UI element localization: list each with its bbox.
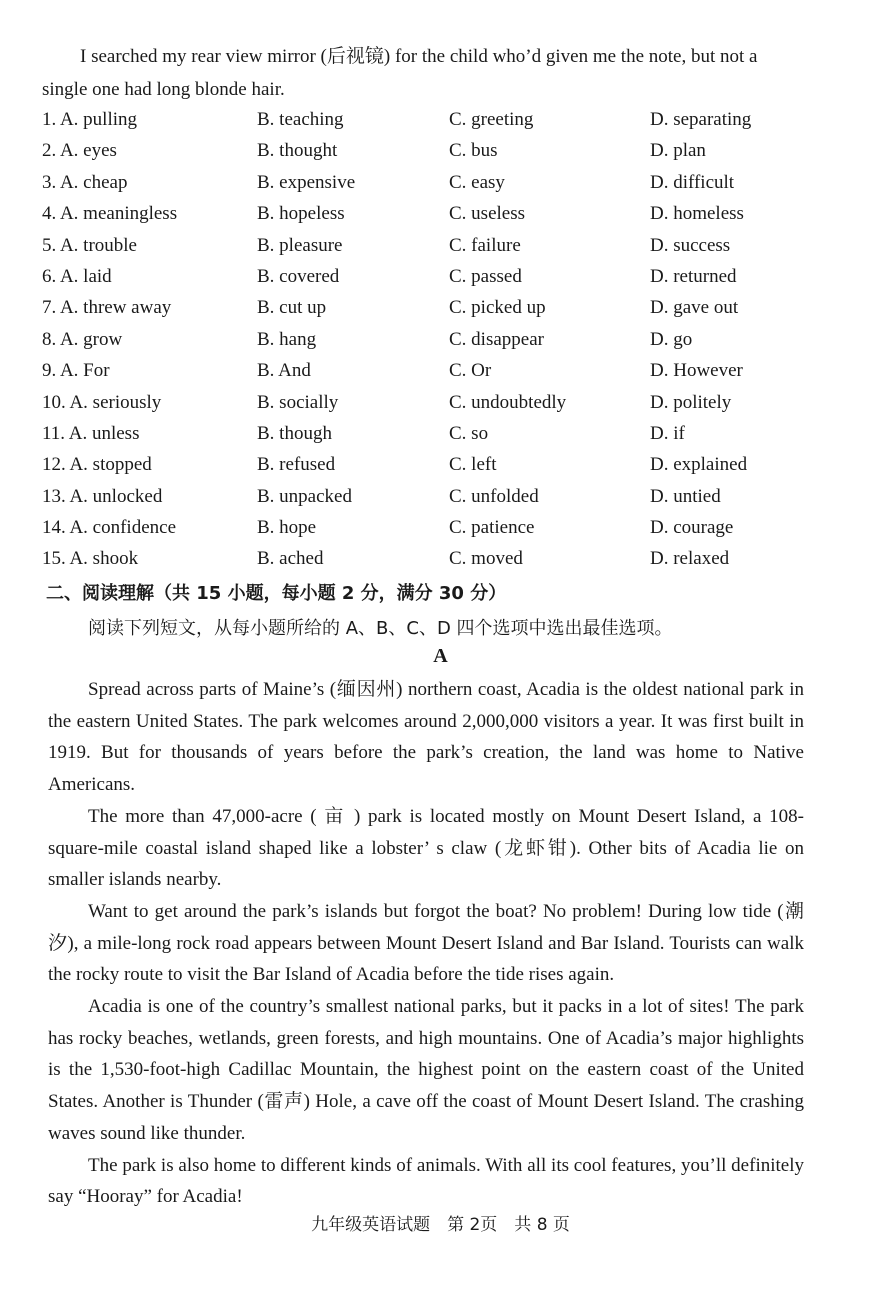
- option-a: 4. A. meaningless: [42, 203, 178, 225]
- option-row: [42, 230, 822, 261]
- option-c: C. Or: [449, 360, 492, 382]
- option-b: B. hope: [257, 517, 317, 539]
- option-row: [42, 135, 822, 166]
- passage-paragraph: Acadia is one of the country’s smallest national parks, but it packs in a lot of sites! The park has rocky beaches, wetlands, green forests, and high mountains. One of Acadia’s major highlights is the 1,530-foot-high Cadillac Mountain, the highest point on the eastern coast of the United States. Another is Thunder (雷声) Hole, a cave off the coast of Mount Desert Island. The crashing waves sound like thunder.: [48, 996, 804, 1144]
- passage-paragraph: Spread across parts of Maine’s (缅因州) northern coast, Acadia is the oldest national park in the eastern United States. The park welcomes around 2,000,000 visitors a year. It was first built in 1919. But for thousands of years before the park’s creation, the land was home to Native Americans.: [48, 679, 804, 796]
- option-d: D. relaxed: [650, 548, 730, 570]
- option-b: B. refused: [257, 454, 336, 476]
- option-c: C. passed: [449, 265, 522, 287]
- option-a: 3. A. cheap: [42, 171, 128, 193]
- option-a: 13. A. unlocked: [42, 485, 163, 507]
- option-a: 14. A. confidence: [42, 517, 177, 539]
- intro-line-1: I searched my rear view mirror (后视镜) for the child who’d given me the note, but not a: [80, 46, 758, 67]
- option-a: 15. A. shook: [42, 548, 139, 570]
- intro-text: [42, 40, 802, 106]
- option-d: D. gave out: [650, 297, 739, 319]
- option-a: 2. A. eyes: [42, 140, 117, 162]
- option-d: D. go: [650, 328, 693, 350]
- option-a: 12. A. stopped: [42, 454, 152, 476]
- option-d: D. untied: [650, 485, 721, 507]
- option-c: C. patience: [449, 517, 535, 539]
- option-row: [42, 355, 822, 386]
- option-d: D. success: [650, 234, 731, 256]
- option-c: C. useless: [449, 203, 525, 225]
- passage-paragraph: The park is also home to different kinds of animals. With all its cool features, you’ll definitely say “Hooray” for Acadia!: [48, 1154, 804, 1208]
- option-row: [42, 387, 822, 418]
- option-d: D. difficult: [650, 171, 735, 193]
- option-b: B. cut up: [257, 297, 327, 319]
- option-b: B. socially: [257, 391, 339, 413]
- passage-label: A: [433, 645, 448, 667]
- option-c: C. moved: [449, 548, 523, 570]
- option-c: C. unfolded: [449, 485, 539, 507]
- option-d: D. if: [650, 422, 685, 444]
- option-d: D. courage: [650, 517, 734, 539]
- option-a: 1. A. pulling: [42, 109, 138, 130]
- option-row: [42, 449, 822, 480]
- option-b: B. unpacked: [257, 485, 352, 507]
- option-d: D. homeless: [650, 203, 744, 225]
- option-a: 11. A. unless: [42, 422, 140, 444]
- option-c: C. picked up: [449, 297, 546, 319]
- option-b: B. hang: [257, 328, 317, 350]
- option-row: [42, 481, 822, 512]
- option-b: B. expensive: [257, 171, 356, 193]
- option-d: D. However: [650, 360, 743, 382]
- option-b: B. And: [257, 360, 311, 382]
- option-row: [42, 543, 822, 574]
- option-c: C. bus: [449, 140, 498, 162]
- option-b: B. thought: [257, 140, 338, 162]
- option-c: C. easy: [449, 171, 505, 193]
- option-d: D. returned: [650, 265, 737, 287]
- option-c: C. disappear: [449, 328, 544, 350]
- option-c: C. greeting: [449, 109, 534, 130]
- option-d: D. explained: [650, 454, 748, 476]
- passage-paragraph: Want to get around the park’s islands but forgot the boat? No problem! During low tide (潮汐), a mile-long rock road appears between Mount Desert Island and Bar Island. Tourists can walk the rocky route to visit the Bar Island of Acadia before the tide rises again.: [48, 900, 804, 986]
- option-b: B. pleasure: [257, 234, 343, 256]
- option-a: 10. A. seriously: [42, 391, 162, 413]
- option-row: [42, 198, 822, 229]
- option-c: C. left: [449, 454, 497, 476]
- option-row: [42, 104, 822, 135]
- option-a: 9. A. For: [42, 360, 110, 382]
- option-b: B. hopeless: [257, 203, 345, 225]
- option-b: B. ached: [257, 548, 324, 570]
- option-d: D. plan: [650, 140, 706, 162]
- option-row: [42, 324, 822, 355]
- section-instruction: 阅读下列短文，从每小题所给的 A、B、C、D 四个选项中选出最佳选项。: [88, 618, 673, 639]
- option-d: D. politely: [650, 391, 732, 413]
- page-footer: 九年级英语试题 第 2页 共 8 页: [311, 1215, 570, 1235]
- option-c: C. failure: [449, 234, 521, 256]
- option-row: [42, 418, 822, 449]
- option-row: [42, 167, 822, 198]
- option-b: B. teaching: [257, 109, 344, 130]
- option-c: C. so: [449, 422, 489, 444]
- option-row: [42, 512, 822, 543]
- option-row: [42, 292, 822, 323]
- option-b: B. covered: [257, 265, 340, 287]
- intro-line-2: single one had long blonde hair.: [42, 79, 285, 100]
- option-a: 6. A. laid: [42, 265, 112, 287]
- passage-paragraph: The more than 47,000-acre ( 亩 ) park is located mostly on Mount Desert Island, a 108-square-mile coastal island shaped like a lobster’ s claw (龙虾钳). Other bits of Acadia lie on smaller islands nearby.: [48, 805, 804, 891]
- reading-passage: [48, 674, 804, 1213]
- section-heading: 二、阅读理解（共 15 小题，每小题 2 分，满分 30 分）: [46, 583, 507, 604]
- option-d: D. separating: [650, 109, 752, 130]
- option-row: [42, 261, 822, 292]
- option-a: 8. A. grow: [42, 328, 123, 350]
- option-a: 7. A. threw away: [42, 297, 172, 319]
- option-c: C. undoubtedly: [449, 391, 567, 413]
- option-b: B. though: [257, 422, 332, 444]
- option-a: 5. A. trouble: [42, 234, 137, 256]
- answer-options-table: [42, 104, 822, 575]
